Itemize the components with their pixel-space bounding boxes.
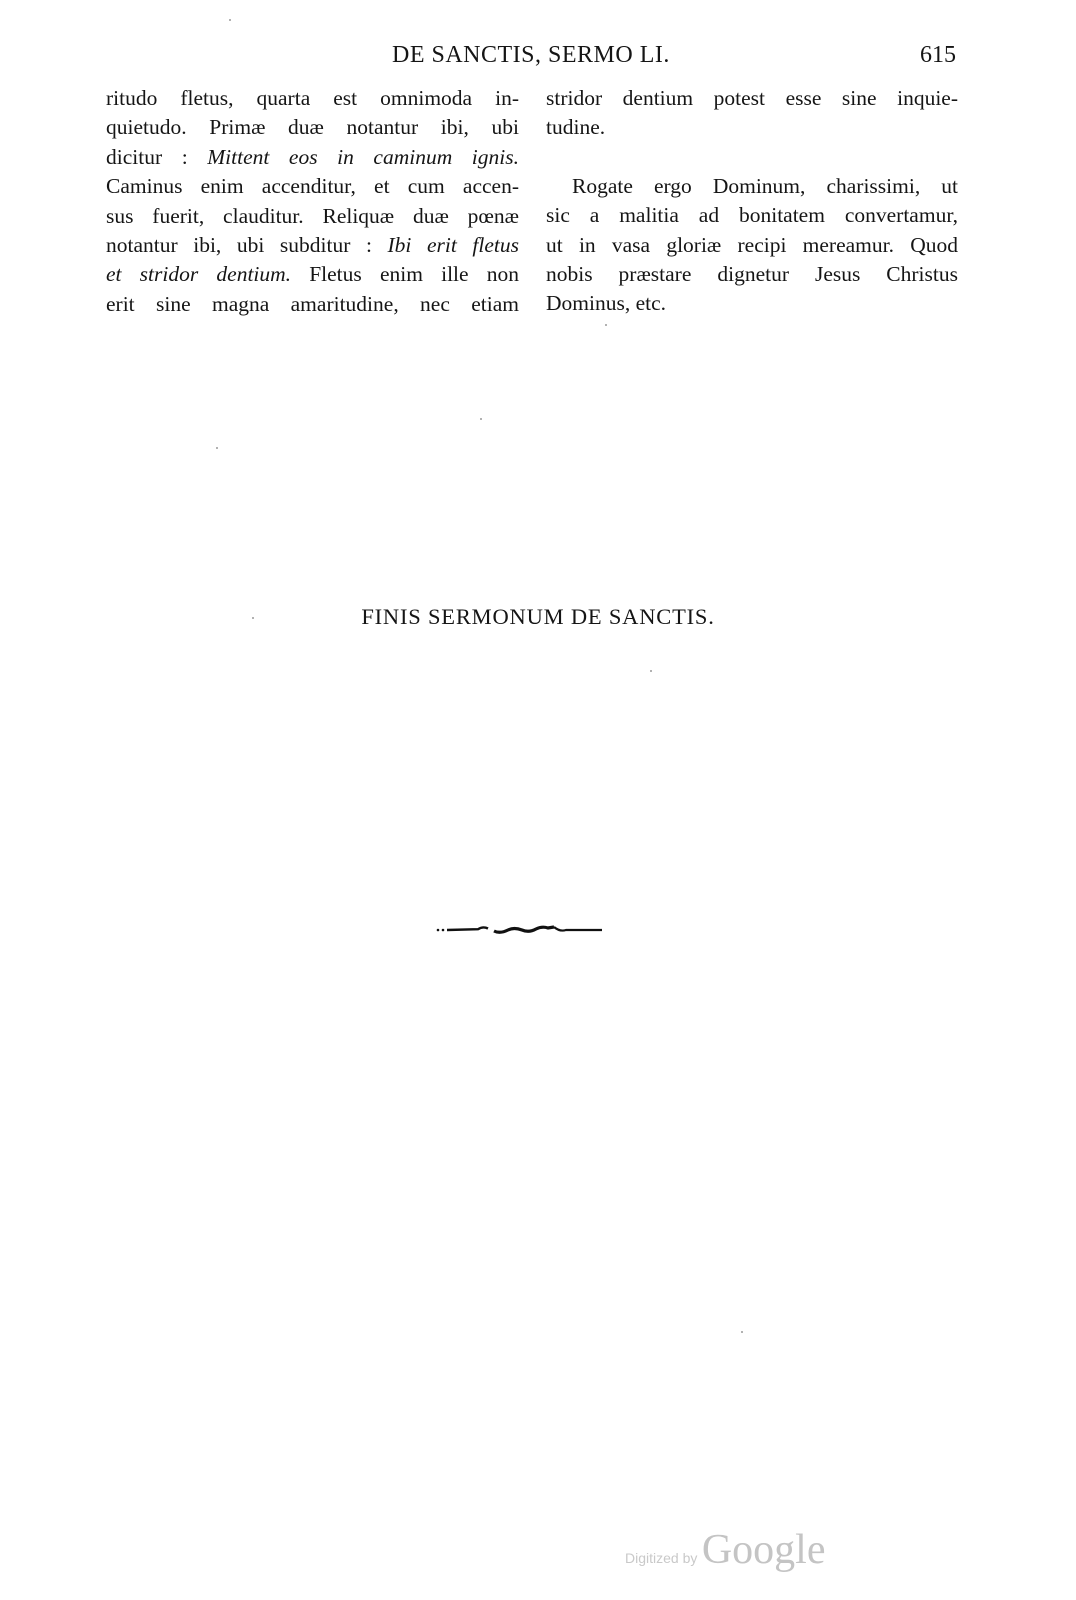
finis-heading: FINIS SERMONUM DE SANCTIS. — [361, 604, 715, 629]
paragraph-gap — [546, 143, 958, 172]
text-line: quietudo. Primæ duæ notantur ibi, ubi — [106, 115, 519, 140]
print-speck — [216, 447, 218, 449]
text-line: sic a malitia ad bonitatem convertamur, — [546, 203, 958, 228]
text-line: Rogate ergo Dominum, charissimi, ut — [572, 173, 958, 198]
text-run: notantur ibi, ubi subditur : — [106, 232, 388, 257]
print-speck — [650, 670, 652, 672]
text-line — [106, 260, 519, 289]
text-line: erit sine magna amaritudine, nec etiam — [106, 291, 519, 316]
scripture-quote: et stridor dentium. — [106, 262, 292, 287]
text-run: dicitur : — [106, 144, 208, 169]
text-run: Fletus enim ille non — [291, 262, 519, 287]
print-speck — [229, 19, 231, 21]
page-number: 615 — [920, 42, 956, 68]
text-line — [106, 231, 519, 260]
print-speck — [252, 617, 254, 619]
right-column — [546, 84, 958, 319]
digitized-watermark — [625, 1526, 825, 1574]
text-line: tudine. — [546, 115, 606, 140]
text-line: Caminus enim accenditur, et cum accen- — [106, 174, 519, 199]
scripture-quote: Ibi erit fletus — [387, 232, 519, 257]
text-line: sus fuerit, clauditur. Reliquæ duæ pœnæ — [106, 203, 519, 228]
text-line: ut in vasa gloriæ recipi mereamur. Quod — [546, 232, 958, 257]
scripture-quote: Mittent eos in caminum ignis. — [207, 144, 519, 169]
text-line: nobis præstare dignetur Jesus Christus — [546, 261, 958, 286]
text-line — [106, 143, 519, 172]
print-speck — [605, 324, 607, 326]
print-speck — [480, 418, 482, 420]
text-line: Dominus, etc. — [546, 291, 667, 316]
text-line: ritudo fletus, quarta est omnimoda in- — [106, 86, 519, 110]
running-head — [0, 38, 1076, 72]
ornament-rule-icon — [436, 922, 616, 936]
google-logo: Google — [701, 1527, 826, 1573]
text-line: stridor dentium potest esse sine inquie- — [546, 86, 958, 110]
print-speck — [741, 1331, 743, 1333]
left-column — [106, 84, 519, 319]
running-title: DE SANCTIS, SERMO LI. — [392, 42, 670, 68]
watermark-prefix: Digitized by — [625, 1550, 698, 1566]
